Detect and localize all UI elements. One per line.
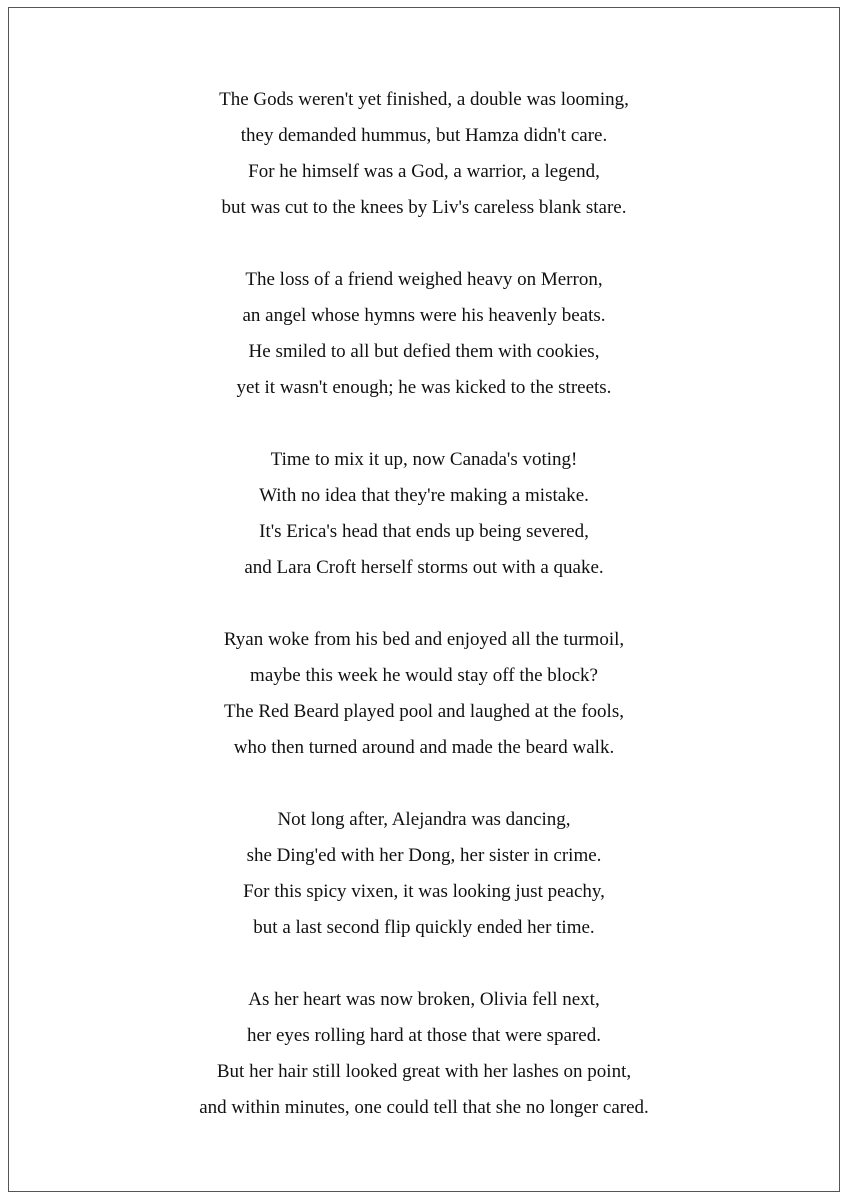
poem-line: she Ding'ed with her Dong, her sister in crime. <box>246 845 602 866</box>
poem-line: He smiled to all but defied them with cookies, <box>248 341 600 362</box>
document-page <box>8 7 840 1192</box>
poem-line: but a last second flip quickly ended her time. <box>253 917 595 938</box>
stanza <box>9 802 839 946</box>
poem-line: As her heart was now broken, Olivia fell next, <box>248 989 600 1010</box>
poem-line: maybe this week he would stay off the block? <box>250 665 598 686</box>
poem-line: yet it wasn't enough; he was kicked to the streets. <box>236 377 612 398</box>
poem-line: and Lara Croft herself storms out with a quake. <box>244 557 604 578</box>
poem-line: Time to mix it up, now Canada's voting! <box>270 449 578 470</box>
poem-line: and within minutes, one could tell that she no longer cared. <box>199 1097 649 1118</box>
poem-line: who then turned around and made the beard walk. <box>233 737 615 758</box>
poem-line: For this spicy vixen, it was looking just peachy, <box>243 881 605 902</box>
stanza <box>9 262 839 406</box>
poem-line: For he himself was a God, a warrior, a legend, <box>248 161 600 182</box>
poem-line: The Gods weren't yet finished, a double was looming, <box>219 89 629 110</box>
stanza <box>9 442 839 586</box>
stanza <box>9 622 839 766</box>
poem-line: The Red Beard played pool and laughed at the fools, <box>224 701 624 722</box>
poem-line: they demanded hummus, but Hamza didn't care. <box>240 125 608 146</box>
stanza <box>9 82 839 226</box>
poem-line: Not long after, Alejandra was dancing, <box>277 809 571 830</box>
poem-line: The loss of a friend weighed heavy on Merron, <box>245 269 603 290</box>
poem-line: her eyes rolling hard at those that were spared. <box>246 1025 601 1046</box>
poem <box>9 82 839 1162</box>
poem-line: It's Erica's head that ends up being severed, <box>259 521 589 542</box>
poem-line: But her hair still looked great with her lashes on point, <box>216 1061 632 1082</box>
poem-line: but was cut to the knees by Liv's careless blank stare. <box>221 197 627 218</box>
poem-line: Ryan woke from his bed and enjoyed all the turmoil, <box>223 629 625 650</box>
stanza <box>9 982 839 1126</box>
poem-line: an angel whose hymns were his heavenly beats. <box>242 305 606 326</box>
poem-line: With no idea that they're making a mistake. <box>259 485 589 506</box>
